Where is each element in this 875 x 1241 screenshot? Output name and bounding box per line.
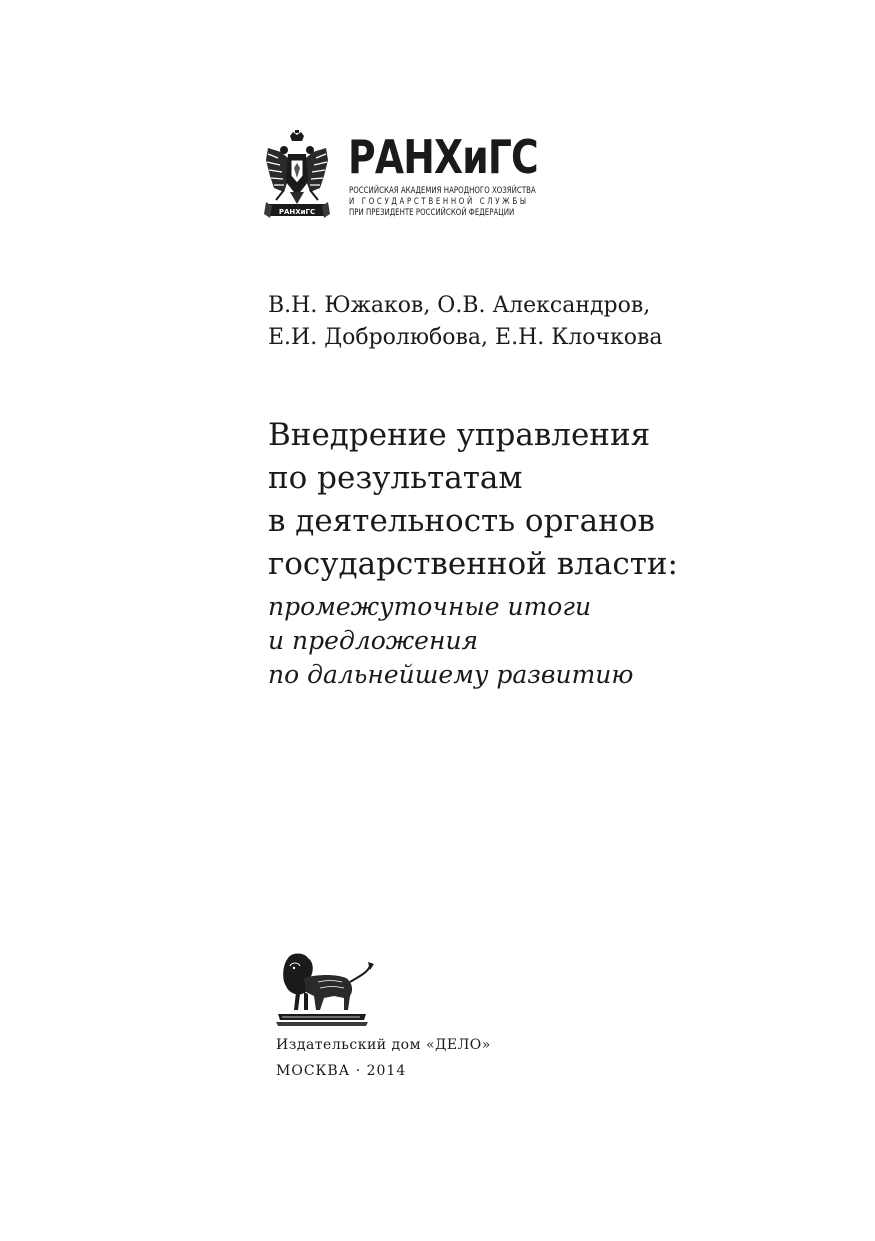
lion-icon [274, 952, 376, 1030]
book-subtitle [268, 590, 633, 692]
double-headed-eagle-emblem-icon [264, 130, 330, 220]
org-name-line-2: И ГОСУДАРСТВЕННОЙ СЛУЖБЫ [349, 197, 529, 207]
title-line-2: по результатам [268, 460, 523, 496]
subtitle-line-2: и предложения [268, 626, 479, 655]
subtitle-line-3: по дальнейшему развитию [268, 660, 634, 689]
org-name-line-3: ПРИ ПРЕЗИДЕНТЕ РОССИЙСКОЙ ФЕДЕРАЦИИ [349, 208, 515, 218]
authors-line-1: В.Н. Южаков, О.В. Александров, [268, 293, 651, 318]
title-line-3: в деятельность органов [268, 503, 655, 539]
book-title [268, 414, 678, 586]
authors-line-2: Е.И. Добролюбова, Е.Н. Клочкова [268, 325, 663, 350]
ranepa-logo [264, 130, 564, 225]
publisher-city-year: МОСКВА · 2014 [276, 1063, 407, 1079]
authors [268, 290, 663, 354]
emblem-ribbon-text: РАНХиГС [278, 208, 316, 216]
ranepa-wordmark: РАНХиГС [348, 130, 538, 184]
publisher-name: Издательский дом «ДЕЛО» [276, 1037, 491, 1053]
subtitle-line-1: промежуточные итоги [268, 592, 592, 621]
title-line-1: Внедрение управления [268, 417, 651, 453]
title-line-4: государственной власти: [268, 546, 678, 582]
org-name-line-1: РОССИЙСКАЯ АКАДЕМИЯ НАРОДНОГО ХОЗЯЙСТВА [349, 186, 536, 196]
